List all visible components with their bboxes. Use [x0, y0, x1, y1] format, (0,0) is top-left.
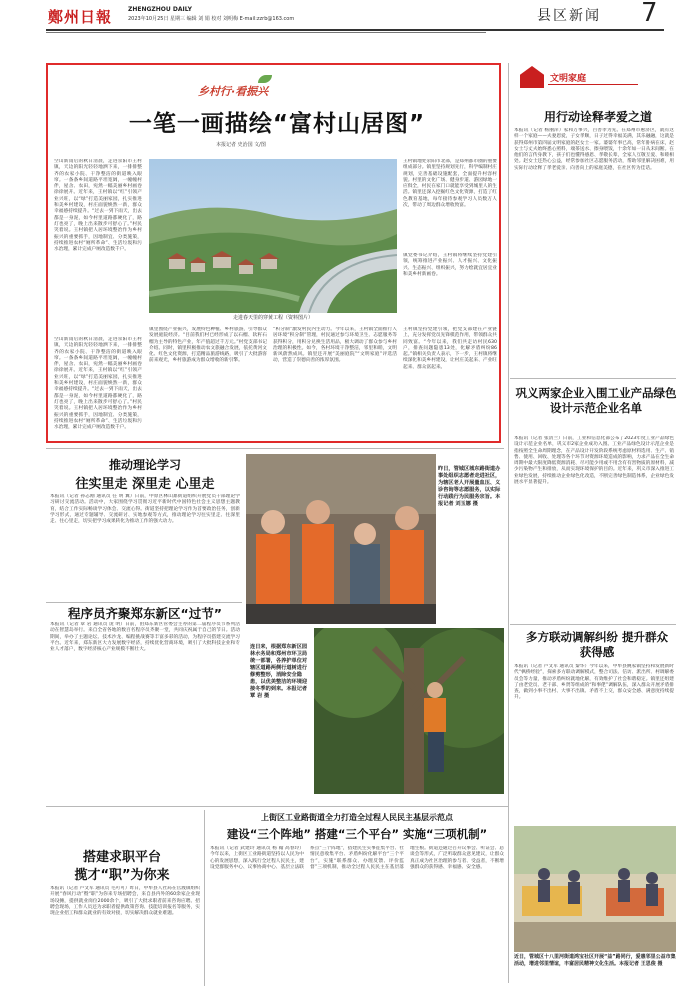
programmer-headline: 程序员齐聚郑东新区“过节” — [68, 606, 222, 621]
programmer-body: 本报讯（记者 覃 岩 通讯员 庞 明）日前，由郑东新区管委会主办的第二届程序员节系列活动在智慧岛举行。来自全省各地的数百名程序员齐聚一堂，共同庆祝属于自己的节日。活动期间，举办了主题论坛、技术沙龙、编程挑战赛等丰富多彩的活动，为程序员搭建交流学习平台。近年来，郑东新区大力发展数字经济，持续优化营商环境，吸引了大批科技企业和专业人才落户，数字经济核心产业规模不断壮大。 — [50, 622, 240, 653]
tree-trimming-image — [314, 628, 504, 794]
job-fair-headline-2: 揽才“职”为你来 — [74, 868, 170, 883]
newspaper-logo: 鄭州日報 — [48, 8, 113, 26]
community-market-image — [514, 826, 676, 952]
right-mid-body: 本报讯（记者 张清兰）日前，工业和信息化部公布了2023年度工业产品绿色设计示范企业名单，巩义市2家企业成功入围。工业产品绿色设计示范企业是指按照全生命周期理念，在产品设计开发阶段系统考虑原材料选用、生产、销售、使用、回收、处理等各个环节对资源环境造成的影响，力求产品在全生命周期中最大限度降低资源消耗、尽可能少用或不用含有有害物质的原材料，减少污染物产生和排放，从而实现环境保护的目的。近年来，巩义市深入推进工业绿色发展，持续推动企业绿色化改造，不断完善绿色制造体系，企业绿色发展水平显著提升。 — [514, 436, 674, 486]
feature-photo — [149, 159, 397, 313]
feature-body-col2: 王村镇地处荥阳市北部，是郑州都市圈的重要组成部分。镇里坚持规划先行，科学编制村庄规划，完善基础设施配套，全面提升村容村貌。村里的文化广场、健身步道、游园绿地一应俱全，村民在家门口就能享受到城里人的生活。镇里还深入挖掘红色文化资源，打造了红色教育基地，每年接待参观学习人员数万人次，带动了周边群众增收致富。 — [403, 159, 497, 209]
feature-column-tag — [198, 81, 298, 99]
feature-photo-caption: 走进春天里的穿黄工程（资料图片） — [232, 315, 313, 321]
feature-headline: 一笔一画描绘“富村山居图” — [128, 111, 426, 137]
job-fair-headline-1: 搭建求职平台 — [82, 850, 161, 865]
right-low-photo — [514, 826, 676, 952]
divider-bottom — [46, 806, 508, 807]
feature-body-col5: 王村镇坚持党建引领，把党支部建在产业链上，充分发挥党员先锋模范作用，带领群众共同致富。“今年以来，我们共走访村民630户，排查问题隐患13处，化解矛盾纠纷86起。”镇相关负责人表示，下一步，王村镇将继续深化和美乡村建设，让村庄美起来、产业旺起来、群众富起来。 — [403, 327, 497, 370]
job-fair-body: 本报讯（记者 卢文军 通讯员 毛可可）昨日，中牟县人社局在官渡镇组织开展“春风行动”暨“职”为你来专场招聘会，来自县内外的60余家企业现场设摊，提供就业岗位2000余个，吸引了大批求职者前来咨询应聘。招聘会现场，工作人员还为求职者提供政策咨询、技能培训报名等服务，实现企业招工和群众就业的有效对接，切实解决群众就业难题。 — [50, 886, 200, 917]
volunteer-caption-box — [438, 466, 504, 586]
civilized-family-banner — [520, 66, 640, 90]
volunteer-photo-caption: 昨日，管城区城东路街道办事处组织志愿者走进社区，为辖区老人开展量血压、义诊咨询等志愿服务，以实际行动践行为民服务宗旨。本报记者 刘玉娜 摄 — [438, 466, 501, 507]
feature-body-col2b: 镇党委书记介绍，王村镇将继续坚持党建引领，统筹推进产业振兴、人才振兴、文化振兴、生态振兴、组织振兴，努力绘就宜居宜业和美乡村新画卷。 — [403, 253, 497, 277]
house-icon — [520, 66, 544, 88]
theory-study-headline-2: 往实里走 深里走 心里走 — [75, 477, 215, 492]
village-landscape-image — [149, 159, 397, 313]
democracy-headline-main: 建设“三个阵地” 搭建“三个平台” 实施“三项机制” — [226, 827, 488, 841]
theory-study-headline-1: 推动理论学习 — [108, 458, 181, 472]
right-mid-headline: 巩义两家企业入围工业产品绿色设计示范企业名单 — [515, 386, 677, 415]
volunteer-photo — [246, 454, 436, 624]
banner-underline — [548, 84, 638, 85]
leaf-icon — [258, 75, 272, 83]
masthead-accent-bar — [46, 32, 486, 33]
tree-caption-box — [250, 644, 310, 764]
issue-meta: 2023年10月25日 星期三 编辑 刘 娟 校对 刘明梅 E-mail:zzrb@163.com — [128, 16, 295, 22]
feature-body-col1: 空山新雨后的秋日清晨，走进荥阳市王村镇，天边的阳光轻轻地洒下来，一排排整齐的农家小院、干净整洁的街道映入眼帘。一条条乡间道路平坦宽阔，一幢幢村伴，屋舍、农田，宛然一幅美丽乡村画卷徐徐展开。近年来，王村镇以“红”引领产业兴旺，以“绿”打造美丽家园，扎实推进和美乡村建设，村庄面貌焕然一新，群众幸福感持续提升。“过去一到下雨天，出去都是一身泥，如今村里道路都硬化了，路灯也亮了，晚上出来散步可舒心了。”村民笑着说。王村镇把人居环境整治作为乡村振兴的重要抓手，因地制宜、分类施策，持续推进农村“厕所革命”、生活垃圾和污水治理，累计完成户厕改造数千户。 — [54, 159, 142, 253]
theory-study-body: 本报讯（记者 孙志刚 通讯员 任 明 翼）日前，中原区林山寨街道组织开展党员干部理论学习研讨交流活动。活动中，大家围绕学习贯彻习近平新时代中国特色社会主义思想主题教育，结合工作实际畅谈学习体会、交流心得。街道坚持把理论学习作为首要政治任务，创新学习形式，通过专题辅导、交流研讨、实地参观等方式，推动理论学习往实里走、往深里走、往心里走，切实把学习成果转化为推动工作的强大动力。 — [50, 494, 240, 525]
democracy-body: 本报讯（记者 武建玲 通讯员 杨 翰 高春玲）今年以来，上街区工业路街道坚持以人民为中心的发展思想，深入践行全过程人民民主，建设党群服务中心、议事协商中心、基层立法联系点“三个阵地”，搭建民生实事征集平台、社情民意收集平台、矛盾纠纷化解平台“三个平台”，实施“联系群众、办理反馈、评价监督”三项机制，推动全过程人民民主在基层落地生根。街道还通过召开议事会、听证会、恳谈会等形式，广泛听取群众意见建议，让群众真正成为社区治理的参与者、受益者，不断增强群众的获得感、幸福感、安全感。 — [210, 846, 504, 870]
divider-left-1 — [46, 448, 504, 449]
masthead-rule — [46, 29, 664, 31]
section-name: 县区新闻 — [537, 8, 601, 24]
tree-photo-caption: 连日来，根据郑东新区园林水务局和郑州市环卫局统一部署，各养护单位对辖区道路两侧行道树进行修剪整形，消除安全隐患，以优美整洁的环境迎接冬季的到来。本报记者 覃 岩 摄 — [250, 644, 308, 699]
feature-body-col3: 镇里围绕产业振兴，发展特色种植、乡村旅游，引导群众发展庭院经济。“目前我们村已经形成了以石榴、软籽石榴为主导的特色产业，年产值超过千万元。”村党支部书记介绍。同时，镇里积极推动农文旅融合发展，依托黄河文化、红色文化资源，打造精品旅游线路，吸引了大批游客前来观光，乡村旅游成为群众增收的新引擎。 — [149, 327, 267, 364]
divider-right-2 — [510, 624, 676, 625]
newspaper-english: ZHENGZHOU DAILY — [128, 6, 192, 13]
right-top-body: 本报讯（记者 杨丽萍）家和万事兴，百善孝为先。在郑州市惠济区，就有这样一个家庭——夫妻恩爱，子女孝顺，日子过得幸福美满，其乐融融，这就是获得郑州市第四届文明家庭的赵女士一家。婆婆年事已高，常年卧病在床，赵女士与丈夫始终悉心照料，端茶送水、擦身喂饭，十余年如一日从未间断。在他们的言传身教下，孩子们也懂得感恩、孝敬长辈，全家人互敬互爱、和睦相处。赵女士还热心公益，经常参加社区志愿服务活动，帮助邻里解决困难，用实际行动诠释了孝老爱亲、向善向上的家庭美德，在社区传为佳话。 — [514, 128, 674, 171]
divider-right-1 — [510, 378, 676, 379]
feature-story-box — [46, 63, 501, 443]
divider-left-2 — [46, 602, 242, 603]
right-top-headline: 用行动诠释孝爱之道 — [543, 110, 652, 124]
right-low-headline: 多方联动调解纠纷 提升群众获得感 — [525, 630, 668, 659]
volunteer-service-image — [246, 454, 436, 624]
right-low-photo-caption: 近日，管城区十八里河街道鸿宝社区开展“益”路同行，爱惠邻里公益市集活动，增进邻里情谊，丰富居民精神文化生活。本报记者 王思俊 摄 — [514, 954, 676, 967]
banner-tag: 文明家庭 — [550, 74, 587, 84]
masthead — [0, 0, 690, 36]
feature-byline: 本报记者 史治国 文/图 — [216, 142, 266, 148]
column-tag-text: 乡村行·看振兴 — [198, 85, 269, 98]
tree-trimming-photo — [314, 628, 504, 794]
right-column-divider — [508, 63, 509, 983]
democracy-headline-small: 上街区工业路街道全力打造全过程人民民主基层示范点 — [261, 813, 453, 822]
feature-body-col1b: 空山新雨后的秋日清晨，走进荥阳市王村镇，天边的阳光轻轻地洒下来，一排排整齐的农家小院、干净整洁的街道映入眼帘。一条条乡间道路平坦宽阔，一幢幢村伴，屋舍、农田，宛然一幅美丽乡村画卷徐徐展开。近年来，王村镇以“红”引领产业兴旺，以“绿”打造美丽家园，扎实推进和美乡村建设，村庄面貌焕然一新，群众幸福感持续提升。“过去一到下雨天，出去都是一身泥，如今村里道路都硬化了，路灯也亮了，晚上出来散步可舒心了。”村民笑着说。王村镇把人居环境整治作为乡村振兴的重要抓手，因地制宜、分类施策，持续推进农村“厕所革命”、生活垃圾和污水治理，累计完成户厕改造数千户。 — [54, 337, 142, 431]
page-number: 7 — [641, 0, 658, 28]
bottom-column-divider — [204, 810, 205, 986]
right-low-body: 本报讯（记者 卢文军 通讯员 秦华）今年以来，中牟县姚家镇坚持和发展新时代“枫桥经验”，探索多方联动调解模式，整合司法、信访、派出所、村调解委员会等力量，推动矛盾纠纷就地化解，有效维护了社会和谐稳定。镇里还组建了由老党员、老干部、乡贤等组成的“和事佬”调解队伍，深入群众开展矛盾排查，做到小事不出村、大事不出镇、矛盾不上交，群众安全感、满意度持续提升。 — [514, 664, 674, 701]
feature-body-col4: “积分制”激发村民内生动力。今年以来，王村镇全面推行人居环境“积分制”管理，村民通过参与环境卫生、志愿服务等获得积分，用积分兑换生活用品，极大调动了群众参与乡村治理的积极性。如今，各村环境干净整洁，邻里和睦，文明新风蔚然成风。镇里还开展“美丽庭院”“文明家庭”评选活动，营造了崇德向善的浓厚氛围。 — [273, 327, 397, 364]
